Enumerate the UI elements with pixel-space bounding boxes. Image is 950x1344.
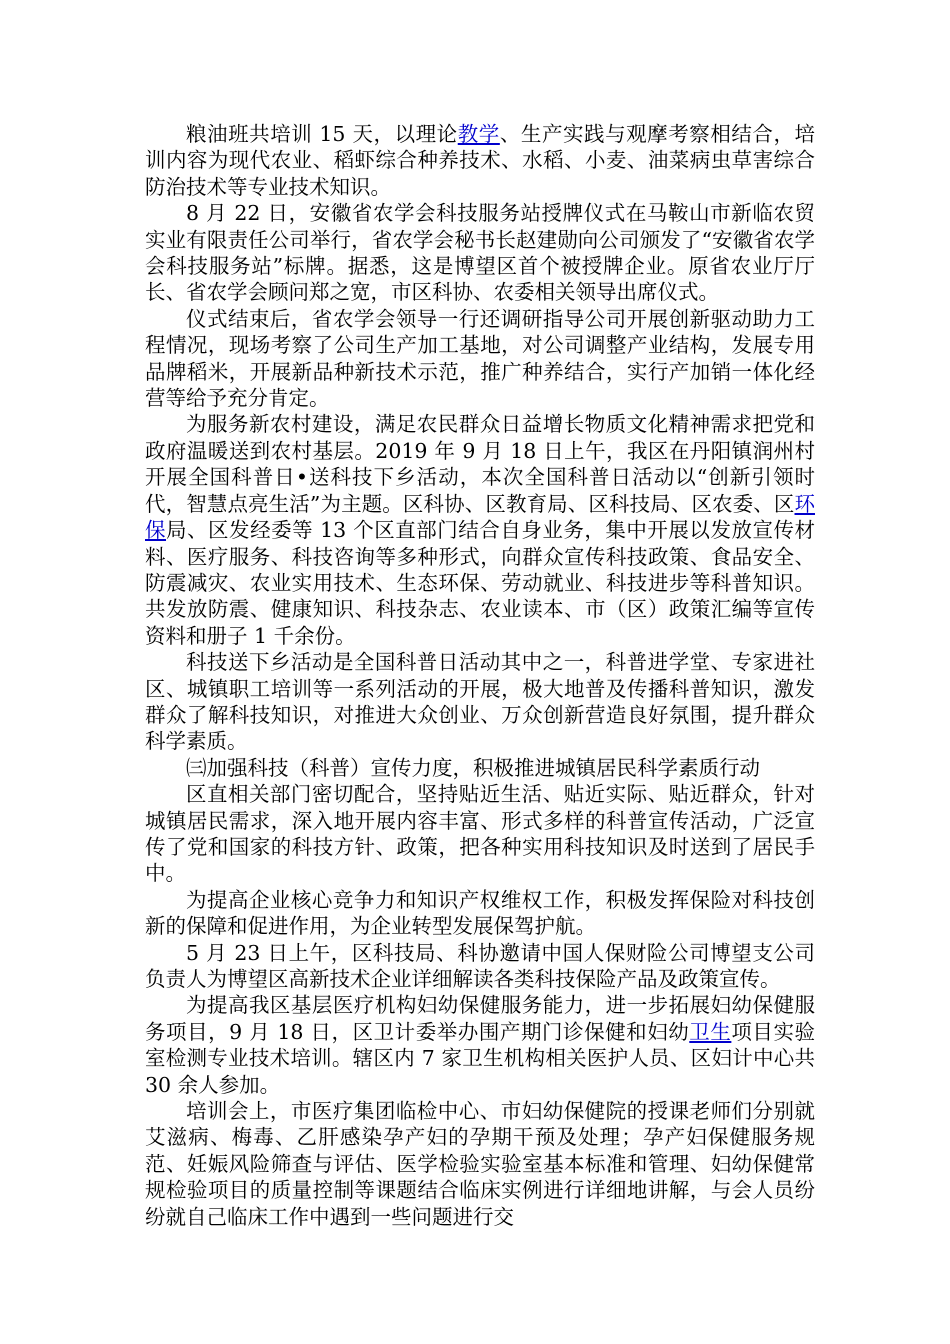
paragraph — [145, 411, 815, 649]
text-run: 粮油班共培训 15 天，以理论 — [186, 122, 458, 146]
paragraph — [145, 755, 815, 781]
text-run: 培训会上，市医疗集团临检中心、市妇幼保健院的授课老师们分别就艾滋病、梅毒、乙肝感染孕产妇的孕期干预及处理；孕产妇保健服务规范、妊娠风险筛查与评估、医学检验实验室基本标准和管理、妇幼保健常规检验项目的质量控制等课题结合临床实例进行详细地讲解，与会人员纷纷就自己临床工作中遇到一些问题进行交 — [145, 1099, 815, 1229]
text-run: 为提高我区基层医疗机构妇幼保健服务能力，进一步拓展妇幼保健服务项目，9 月 18 日，区卫计委举办围产期门诊保健和妇幼 — [145, 993, 815, 1044]
text-run: 、生产实践与观摩考察相结合，培训内容为现代农业、稻虾综合种养技术、水稻、小麦、油菜病虫草害综合防治技术等专业技术知识。 — [145, 122, 816, 199]
paragraph — [145, 887, 815, 940]
paragraph — [145, 781, 815, 887]
paragraph — [145, 200, 815, 306]
paragraph — [145, 992, 815, 1098]
paragraph — [145, 1098, 815, 1230]
paragraph — [145, 121, 815, 200]
text-run: 为服务新农村建设，满足农民群众日益增长物质文化精神需求把党和政府温暖送到农村基层。2019 年 9 月 18 日上午，我区在丹阳镇润州村开展全国科普日•送科技下乡活动，本次全国科普日活动以“创新引领时代，智慧点亮生活”为主题。区科协、区教育局、区科技局、区农委、区 — [145, 412, 815, 516]
text-run: 为提高企业核心竞争力和知识产权维权工作，积极发挥保险对科技创新的保障和促进作用，为企业转型发展保驾护航。 — [145, 887, 815, 939]
paragraph — [145, 649, 815, 755]
text-run: 8 月 22 日，安徽省农学会科技服务站授牌仪式在马鞍山市新临农贸实业有限责任公司举行，省农学会秘书长赵建勋向公司颁发了“安徽省农学会科技服务站”标牌。据悉，这是博望区首个被授牌企业。原省农业厅厅长、省农学会顾问郑之宽，市区科协、农委相关领导出席仪式。 — [145, 201, 815, 305]
inline-link[interactable]: 教学 — [457, 122, 500, 146]
inline-link[interactable]: 卫生 — [689, 1019, 732, 1044]
text-run: 5 月 23 日上午，区科技局、科协邀请中国人保财险公司博望支公司负责人为博望区高新技术企业详细解读各类科技保险产品及政策宣传。 — [145, 940, 815, 991]
paragraph — [145, 306, 815, 412]
text-run: 仪式结束后，省农学会领导一行还调研指导公司开展创新驱动助力工程情况，现场考察了公司生产加工基地，对公司调整产业结构，发展专用品牌稻米，开展新品种新技术示范，推广种养结合，实行产加销一体化经营等给予充分肯定。 — [145, 306, 815, 411]
text-run: 局、区发经委等 13 个区直部门结合自身业务，集中开展以发放宣传材料、医疗服务、科技咨询等多种形式，向群众宣传科技政策、食品安全、防震减灾、农业实用技术、生态环保、劳动就业、科技进步等科普知识。共发放防震、健康知识、科技杂志、农业读本、市（区）政策汇编等宣传资料和册子 1 千余份。 — [145, 518, 815, 648]
text-run: 科技送下乡活动是全国科普日活动其中之一，科普进学堂、专家进社区、城镇职工培训等一系列活动的开展，极大地普及传播科普知识，激发群众了解科技知识，对推进大众创业、万众创新营造良好氛围，提升群众科学素质。 — [145, 650, 815, 754]
text-run: 项目实验室检测专业技术培训。辖区内 7 家卫生机构相关医护人员、区妇计中心共 30 余人参加。 — [145, 1019, 816, 1097]
paragraph — [145, 940, 815, 993]
inline-link[interactable]: 环保 — [145, 491, 815, 543]
text-run: 区直相关部门密切配合，坚持贴近生活、贴近实际、贴近群众，针对城镇居民需求，深入地开展内容丰富、形式多样的科普宣传活动，广泛宣传了党和国家的科技方针、政策，把各种实用科技知识及时送到了居民手中。 — [145, 782, 815, 886]
text-run: ㈢加强科技（科普）宣传力度，积极推进城镇居民科学素质行动 — [186, 755, 760, 780]
document-body — [145, 121, 815, 1230]
